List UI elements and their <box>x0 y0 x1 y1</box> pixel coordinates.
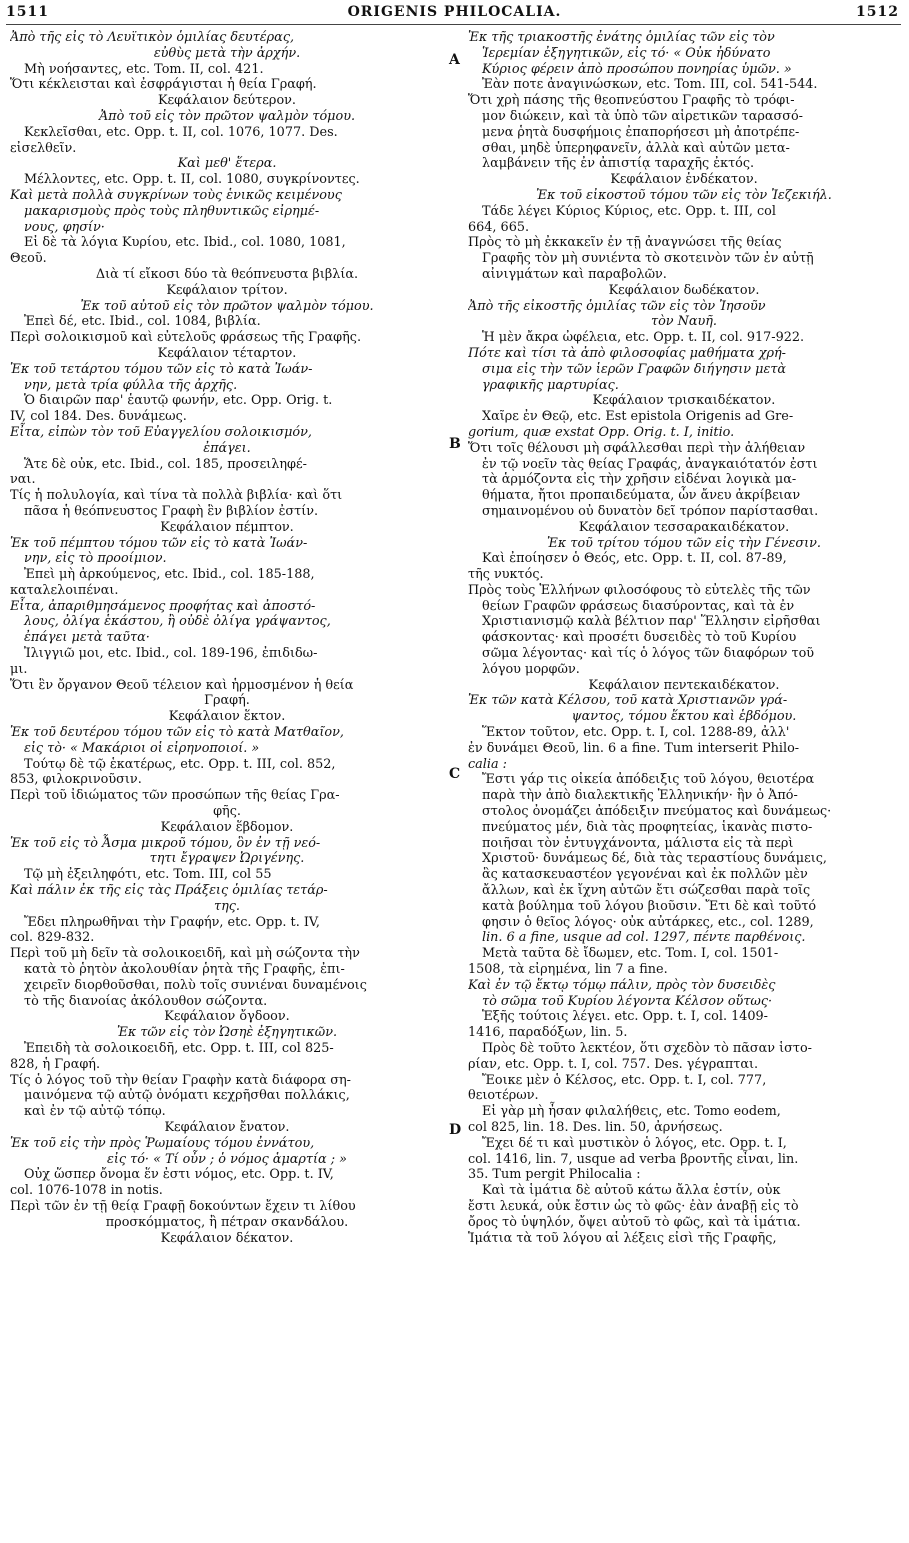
left-text-line: εὐθὺς μετὰ τὴν ἀρχήν. <box>153 45 301 61</box>
right-text-line: τῆς νυκτός. <box>468 567 544 583</box>
right-text-line: Ἐκ τῆς τριακοστῆς ἐνάτης ὁμιλίας τῶν εἰς τὸν <box>468 30 775 45</box>
left-text-line: Ἐκ τοῦ πέμπτου τόμου τῶν εἰς τὸ κατὰ Ἰωάν- <box>10 535 308 551</box>
left-text-line: Ὅτι ἓν ὄργανον Θεοῦ τέλειον καὶ ἡρμοσμένον ἡ θεία <box>10 677 354 693</box>
right-text-line: Τάδε λέγει Κύριος Κύριος, etc. Opp. t. III, col <box>482 203 776 219</box>
right-text-line: Ἐὰν ποτε ἀναγινώσκων, etc. Tom. III, col. 541-544. <box>482 77 818 93</box>
right-text-line: Ἱμάτια τὰ τοῦ λόγου αἱ λέξεις εἰσὶ τῆς Γραφῆς, <box>468 1230 777 1246</box>
right-text-line: ἃς κατασκευαστέον γεγονέναι καὶ ἐκ πολλῶν μὲν <box>482 867 808 883</box>
left-text-line: Ἐκ τοῦ εἰς τὴν πρὸς Ῥωμαίους τόμου ἐννάτου, <box>10 1135 315 1151</box>
right-text-line: Κεφάλαιον ἑνδέκατον. <box>610 172 758 188</box>
right-text-line: σημαινομένου οὐ δυνατὸν δεῖ τρόπον παρίστασθαι. <box>482 503 819 519</box>
right-text-line: πνεύματος μέν, διὰ τὰς προφητείας, ἱκανὰς πιστο- <box>482 819 813 835</box>
right-text-line: μον διώκειν, καὶ τὰ ὑπὸ τῶν αἱρετικῶν ταρασσό- <box>482 108 803 124</box>
right-text-line: θείων Γραφῶν φράσεως διασύροντας, καὶ τὰ ἐν <box>482 598 795 614</box>
page-header <box>0 4 909 24</box>
right-text-line: Ἕκτον τοῦτον, etc. Opp. t. I, col. 1288-89, ἀλλ' <box>482 725 790 741</box>
left-text-line: Κεφάλαιον δεύτερον. <box>157 93 296 109</box>
left-text-line: Ἀπὸ τοῦ εἰς τὸν πρῶτον ψαλμὸν τόμου. <box>98 108 356 124</box>
left-text-line: Κεφάλαιον ὄγδοον. <box>164 1009 290 1025</box>
left-text-line: Κεφάλαιον ἔνατον. <box>164 1119 290 1135</box>
left-text-line: Θεοῦ. <box>10 251 47 267</box>
left-text-line: Ἐκ τοῦ δευτέρου τόμου τῶν εἰς τὸ κατὰ Ματθαῖον, <box>10 725 344 741</box>
left-text-line: χειρεῖν διορθοῦσθαι, πολὺ τοῖς συνιέναι δυναμένοις <box>24 977 367 993</box>
right-text-line: Εἰ γὰρ μὴ ἦσαν φιλαλήθεις, etc. Tomo eodem, <box>482 1104 781 1120</box>
left-text-line: Κεφάλαιον πέμπτον. <box>160 519 294 535</box>
right-text-line: παρὰ τὴν ἀπὸ διαλεκτικῆς Ἑλληνικήν· ἣν ὁ Ἀπό- <box>482 788 798 804</box>
left-text-line: καὶ ἐν τῷ αὐτῷ τόπῳ. <box>24 1104 166 1120</box>
margin-letter-b: B <box>449 436 461 452</box>
right-text-line: Ἔστι γάρ τις οἰκεία ἀπόδειξις τοῦ λόγου, θειοτέρα <box>482 772 815 788</box>
left-text-line: λους, ὀλίγα ἑκάστου, ἢ οὐδὲ ὀλίγα γράψαντος, <box>24 614 331 630</box>
right-text-line: λαμβάνειν τῆς ἐν ἀπιστίᾳ ταραχῆς ἐκτός. <box>482 156 755 172</box>
left-text-line: Εἶτα, εἰπὼν τὸν τοῦ Εὐαγγελίου σολοικισμόν, <box>10 424 312 440</box>
right-text-line: Ὅτι χρὴ πάσης τῆς θεοπνεύστου Γραφῆς τὸ τρόφι- <box>468 93 795 109</box>
right-text-line: 1508, τὰ εἰρημένα, lin 7 a fine. <box>468 962 668 978</box>
left-text-line: Κεφάλαιον τρίτον. <box>166 282 288 298</box>
right-text-line: Ἔχει δέ τι καὶ μυστικὸν ὁ λόγος, etc. Opp. t. I, <box>482 1135 787 1151</box>
right-text-line: φησιν ὁ θεῖος λόγος· οὐκ αὐτάρκες, etc., col. 1289, <box>482 914 814 930</box>
left-text-line: νην, εἰς τὸ προοίμιον. <box>24 551 167 567</box>
left-text-line: Ἐπεὶ δέ, etc. Ibid., col. 1084, βιβλία. <box>24 314 261 330</box>
margin-letter-c: C <box>449 766 461 782</box>
right-text-line: gorium, quæ exstat Opp. Orig. t. I, initio. <box>468 424 735 440</box>
right-text-line: Πότε καὶ τίσι τὰ ἀπὸ φιλοσοφίας μαθήματα χρή- <box>468 345 786 361</box>
left-text-line: Ἐκ τοῦ αὐτοῦ εἰς τὸν πρῶτον ψαλμὸν τόμου. <box>80 298 374 314</box>
left-text-line: Τίς ὁ λόγος τοῦ τὴν θείαν Γραφὴν κατὰ διάφορα ση- <box>10 1072 351 1088</box>
right-text-line: Κεφάλαιον πεντεκαιδέκατον. <box>588 677 780 693</box>
left-text-line: κατὰ τὸ ῥητὸν ἀκολουθίαν ῥητὰ τῆς Γραφῆς, ἐπι- <box>24 962 345 978</box>
left-text-line: ἐπάγει. <box>203 440 251 456</box>
left-text-line: Ὁ διαιρῶν παρ' ἑαυτῷ φωνήν, etc. Opp. Orig. t. <box>24 393 333 409</box>
right-text-line: σθαι, μηδὲ ὑπερηφανεῖν, ἀλλὰ καὶ αὐτῶν μετα- <box>482 140 790 156</box>
header-rule <box>6 24 901 25</box>
right-text-line: λόγου μορφῶν. <box>482 661 580 677</box>
left-text-line: Τούτῳ δὲ τῷ ἑκατέρως, etc. Opp. t. III, col. 852, <box>24 756 336 772</box>
left-text-line: Εἰ δὲ τὰ λόγια Κυρίου, etc. Ibid., col. 1080, 1081, <box>24 235 346 251</box>
right-text-line: Κεφάλαιον δωδέκατον. <box>608 282 760 298</box>
right-text-line: ψαντος, τόμου ἕκτου καὶ ἑβδόμου. <box>571 709 797 725</box>
right-text-line: Χριστιανισμῷ καλὰ βέλτιον παρ' Ἕλλησιν εἰρῆσθαι <box>482 614 821 630</box>
left-text-line: IV, col 184. Des. δυνάμεως. <box>10 409 187 425</box>
left-text-line: Ἐκ τῶν εἰς τὸν Ὠσηὲ ἐξηγητικῶν. <box>116 1025 338 1041</box>
page-number-right: 1512 <box>856 4 899 20</box>
margin-letter-a: A <box>449 52 460 68</box>
right-text-line: τὰ ἁρμόζοντα εἰς τὴν χρῆσιν εἰδέναι λογικὰ μα- <box>482 472 797 488</box>
right-text-line: θήματα, ἤτοι προπαιδεύματα, ὧν ἄνευ ἀκρίβειαν <box>482 488 801 504</box>
right-text-line: Χαῖρε ἐν Θεῷ, etc. Est epistola Origenis ad Gre- <box>482 409 794 425</box>
left-text-line: 828, ἡ Γραφή. <box>10 1056 101 1072</box>
left-text-line: Εἶτα, ἀπαριθμησάμενος προφήτας καὶ ἀποστό- <box>10 598 316 614</box>
left-text-line: Ἀπὸ τῆς εἰς τὸ Λευϊτικὸν ὁμιλίας δευτέρας, <box>10 30 295 45</box>
left-text-line: Οὐχ ὥσπερ ὄνομα ἕν ἐστι νόμος, etc. Opp. t. IV, <box>24 1167 334 1183</box>
right-text-line: lin. 6 a fine, usque ad col. 1297, πέντε παρθένοις. <box>482 930 806 946</box>
left-text-line: της. <box>214 898 240 914</box>
right-text-line: Ἐκ τοῦ τρίτου τόμου τῶν εἰς τὴν Γένεσιν. <box>547 535 821 551</box>
left-text-line: col. 829-832. <box>10 930 95 946</box>
right-text-line: Ἐκ τοῦ εἰκοστοῦ τόμου τῶν εἰς τὸν Ἰεζεκιήλ. <box>536 187 832 203</box>
left-text-line: Μὴ νοήσαντες, etc. Tom. II, col. 421. <box>24 61 264 77</box>
left-text-line: Καὶ πάλιν ἐκ τῆς εἰς τὰς Πράξεις ὁμιλίας τετάρ- <box>10 883 328 899</box>
margin-letter-d: D <box>449 1122 462 1138</box>
right-text-line: Καὶ ἐποίησεν ὁ Θεός, etc. Opp. t. II, col. 87-89, <box>482 551 787 567</box>
right-column <box>468 30 900 1540</box>
left-text-line: Ἐκ τοῦ εἰς τὸ Ἆσμα μικροῦ τόμου, ὃν ἐν τῇ νεό- <box>10 835 321 851</box>
right-text-line: ἐν τῷ νοεῖν τὰς θείας Γραφάς, ἀναγκαιότατόν ἐστι <box>482 456 818 472</box>
right-text-line: Ἡ μὲν ἄκρα ὠφέλεια, etc. Opp. t. II, col. 917-922. <box>482 330 805 346</box>
left-text-line: Περὶ τοῦ ἰδιώματος τῶν προσώπων τῆς θείας Γρα- <box>10 788 340 804</box>
right-text-line: Πρὸς τὸ μὴ ἐκκακεῖν ἐν τῇ ἀναγνώσει τῆς θείας <box>468 235 782 251</box>
left-text-line: καταλελοιπέναι. <box>10 582 119 598</box>
left-text-line: 853, φιλοκρινοῦσιν. <box>10 772 142 788</box>
left-text-line: Κεφάλαιον ἕβδομον. <box>160 819 294 835</box>
left-text-line: col. 1076-1078 in notis. <box>10 1183 163 1199</box>
right-text-line: Καὶ τὰ ἱμάτια δὲ αὐτοῦ κάτω ἄλλα ἐστίν, οὐκ <box>482 1183 781 1199</box>
left-text-line: Ἔδει πληρωθῆναι τὴν Γραφήν, etc. Opp. t. IV, <box>24 914 320 930</box>
left-text-line: εἰσελθεῖν. <box>10 140 77 156</box>
left-text-line: Ἐπειδὴ τὰ σολοικοειδῆ, etc. Opp. t. III, col 825- <box>24 1041 334 1056</box>
left-text-line: νην, μετὰ τρία φύλλα τῆς ἀρχῆς. <box>24 377 238 393</box>
left-text-line: Περὶ σολοικισμοῦ καὶ εὐτελοῦς φράσεως τῆς Γραφῆς. <box>10 330 362 346</box>
right-text-line: σιμα εἰς τὴν τῶν ἱερῶν Γραφῶν διήγησιν μετὰ <box>482 361 787 377</box>
right-text-line: αἰνιγμάτων καὶ παραβολῶν. <box>482 266 667 282</box>
left-text-line: Τίς ἡ πολυλογία, καὶ τίνα τὰ πολλὰ βιβλία· καὶ ὅτι <box>10 488 343 504</box>
left-text-line: Ἐπεὶ μὴ ἀρκούμενος, etc. Ibid., col. 185-188, <box>24 567 315 583</box>
right-text-line: Καὶ ἐν τῷ ἕκτῳ τόμῳ πάλιν, πρὸς τὸν δυσειδὲς <box>468 977 776 993</box>
right-text-line: 664, 665. <box>468 219 530 235</box>
left-text-line: εἰς τό· « Τί οὖν ; ὁ νόμος ἁμαρτία ; » <box>107 1151 347 1167</box>
left-text-line: Μέλλοντες, etc. Opp. t. II, col. 1080, συγκρίνοντες. <box>24 172 360 188</box>
left-text-line: ἐπάγει μετὰ ταῦτα· <box>24 630 150 646</box>
right-text-line: σῶμα λέγοντας· καὶ τίς ὁ λόγος τῶν διαφόρων τοῦ <box>482 646 815 662</box>
right-text-line: calia : <box>468 756 507 772</box>
left-text-line: Γραφή. <box>204 693 250 709</box>
left-text-line: τὸ τῆς διανοίας ἀκόλουθον σώζοντα. <box>24 993 268 1009</box>
left-text-line: Διὰ τί εἴκοσι δύο τὰ θεόπνευστα βιβλία. <box>95 266 359 282</box>
right-text-line: Ἀπὸ τῆς εἰκοστῆς ὁμιλίας τῶν εἰς τὸν Ἰησοῦν <box>468 298 766 314</box>
right-text-line: φάσκοντας· καὶ προσέτι δυσειδὲς τὸ τοῦ Κυρίου <box>482 630 797 646</box>
right-text-line: Κύριος φέρειν ἀπὸ προσώπου πονηρίας ὑμῶν. » <box>482 61 792 77</box>
left-text-line: τητι ἔγραψεν Ὠριγένης. <box>149 851 305 867</box>
left-text-line: Ἰλιγγιῶ μοι, etc. Ibid., col. 189-196, ἐπιδιδω- <box>24 646 318 662</box>
left-text-line: πᾶσα ἡ θεόπνευστος Γραφὴ ἓν βιβλίον ἐστίν. <box>24 503 319 519</box>
left-text-line: Περὶ τοῦ μὴ δεῖν τὰ σολοικοειδῆ, καὶ μὴ σώζοντα τὴν <box>10 946 360 962</box>
left-text-line: Κεφάλαιον τέταρτον. <box>157 345 297 361</box>
right-text-line: θειοτέρων. <box>468 1088 539 1104</box>
right-text-line: ἔστι λευκά, οὐκ ἔστιν ὡς τὸ φῶς· ἐὰν ἀναβῇ εἰς τὸ <box>468 1198 799 1214</box>
left-text-line: μακαρισμοὺς πρὸς τοὺς πληθυντικῶς εἰρημέ- <box>24 203 320 219</box>
left-text-line: εἰς τὸ· « Μακάριοι οἱ εἰρηνοποιοί. » <box>24 740 260 756</box>
right-text-line: ἐν δυνάμει Θεοῦ, lin. 6 a fine. Tum interserit Philo- <box>468 740 800 756</box>
right-text-line: col. 1416, lin. 7, usque ad verba βροντῆς εἶναι, lin. <box>468 1151 799 1167</box>
right-text-line: 35. Tum pergit Philocalia : <box>468 1167 641 1183</box>
left-text-line: μαινόμενα τῷ αὐτῷ ὀνόματι κεχρῆσθαι πολλάκις, <box>24 1088 350 1104</box>
right-text-line: Μετὰ ταῦτα δὲ ἴδωμεν, etc. Tom. I, col. 1501- <box>482 946 779 962</box>
running-title: ORIGENIS PHILOCALIA. <box>347 4 562 20</box>
right-text-line: ὄρος τὸ ὑψηλόν, ὄψει αὐτοῦ τὸ φῶς, καὶ τὰ ἱμάτια. <box>468 1214 801 1230</box>
left-column <box>10 30 444 1540</box>
right-text-line: γραφικῆς μαρτυρίας. <box>482 377 619 393</box>
right-text-line: ἄλλων, καὶ ἐκ ἴχνη αὐτῶν ἔτι σώζεσθαι παρὰ τοῖς <box>482 883 811 899</box>
left-text-line: μι. <box>10 661 28 677</box>
left-text-line: Κεκλεῖσθαι, etc. Opp. t. II, col. 1076, 1077. Des. <box>24 124 338 140</box>
right-text-line: Ἱερεμίαν ἐξηγητικῶν, εἰς τό· « Οὐκ ἠδύνατο <box>482 45 771 61</box>
right-text-line: Γραφῆς τὸν μὴ συνιέντα τὸ σκοτεινὸν τῶν ἐν αὐτῇ <box>482 251 814 267</box>
right-text-line: Ὅτι τοῖς θέλουσι μὴ σφάλλεσθαι περὶ τὴν ἀλήθειαν <box>468 440 806 456</box>
right-text-line: στολος ὀνομάζει ἀπόδειξιν πνεύματος καὶ δυνάμεως· <box>482 804 832 820</box>
right-text-line: κατὰ βούλημα τοῦ λόγου βιοῦσιν. Ἔτι δὲ καὶ τοῦτό <box>482 898 817 914</box>
right-text-line: μενα ῥητὰ δυσφήμοις ἐπαπορήσεσι μὴ ἀποτρέπε- <box>482 124 800 140</box>
right-text-line: Κεφάλαιον τεσσαρακαιδέκατον. <box>578 519 790 535</box>
left-text-line: Ἅτε δὲ οὐκ, etc. Ibid., col. 185, προσειληφέ- <box>24 456 307 472</box>
right-text-line: Κεφάλαιον τρισκαιδέκατον. <box>592 393 776 409</box>
left-text-line: Καὶ μεθ' ἕτερα. <box>177 156 277 172</box>
left-text-line: νους, φησίν· <box>24 219 105 235</box>
right-text-line: col 825, lin. 18. Des. lin. 50, ἀρνήσεως. <box>468 1119 723 1135</box>
left-text-line: Κεφάλαιον ἕκτον. <box>168 709 286 725</box>
right-text-line: τὸν Ναυῆ. <box>651 314 717 330</box>
left-text-line: ναι. <box>10 472 36 488</box>
left-text-line: Ἐκ τοῦ τετάρτου τόμου τῶν εἰς τὸ κατὰ Ἰωάν- <box>10 361 313 377</box>
left-text-line: Κεφάλαιον δέκατον. <box>160 1230 294 1246</box>
right-text-line: ποιῆσαι τὸν ἐντυγχάνοντα, μάλιστα εἰς τὰ περὶ <box>482 835 794 851</box>
left-text-line: Καὶ μετὰ πολλὰ συγκρίνων τοὺς ἑνικῶς κειμένους <box>10 187 342 203</box>
left-text-line: Περὶ τῶν ἐν τῇ θείᾳ Γραφῇ δοκούντων ἔχειν τι λίθου <box>10 1198 356 1214</box>
right-text-line: Χριστοῦ· δυνάμεως δέ, διὰ τὰς τεραστίους δυνάμεις, <box>482 851 827 867</box>
right-text-line: Πρὸς δὲ τοῦτο λεκτέον, ὅτι σχεδὸν τὸ πᾶσαν ἱστο- <box>482 1041 812 1056</box>
right-text-line: 1416, παραδόξων, lin. 5. <box>468 1025 628 1041</box>
right-text-line: Ἑξῆς τούτοις λέγει. etc. Opp. t. I, col. 1409- <box>482 1009 768 1025</box>
left-text-line: Ὅτι κέκλεισται καὶ ἐσφράγισται ἡ θεία Γραφή. <box>10 77 317 93</box>
right-text-line: ρίαν, etc. Opp. t. I, col. 757. Des. γέγραπται. <box>468 1056 759 1072</box>
left-text-line: φῆς. <box>213 804 241 820</box>
right-text-line: Ἔοικε μὲν ὁ Κέλσος, etc. Opp. t. I, col. 777, <box>482 1072 767 1088</box>
page-number-left: 1511 <box>6 4 49 20</box>
right-text-line: Πρὸς τοὺς Ἑλλήνων φιλοσόφους τὸ εὐτελὲς τῆς τῶν <box>468 582 811 598</box>
right-text-line: Ἐκ τῶν κατὰ Κέλσου, τοῦ κατὰ Χριστιανῶν γρά- <box>468 693 788 709</box>
left-text-line: προσκόμματος, ἢ πέτραν σκανδάλου. <box>105 1214 349 1230</box>
left-text-line: Τῷ μὴ ἐξειληφότι, etc. Tom. III, col 55 <box>24 867 272 883</box>
right-text-line: τὸ σῶμα τοῦ Κυρίου λέγοντα Κέλσον οὕτως· <box>482 993 773 1009</box>
